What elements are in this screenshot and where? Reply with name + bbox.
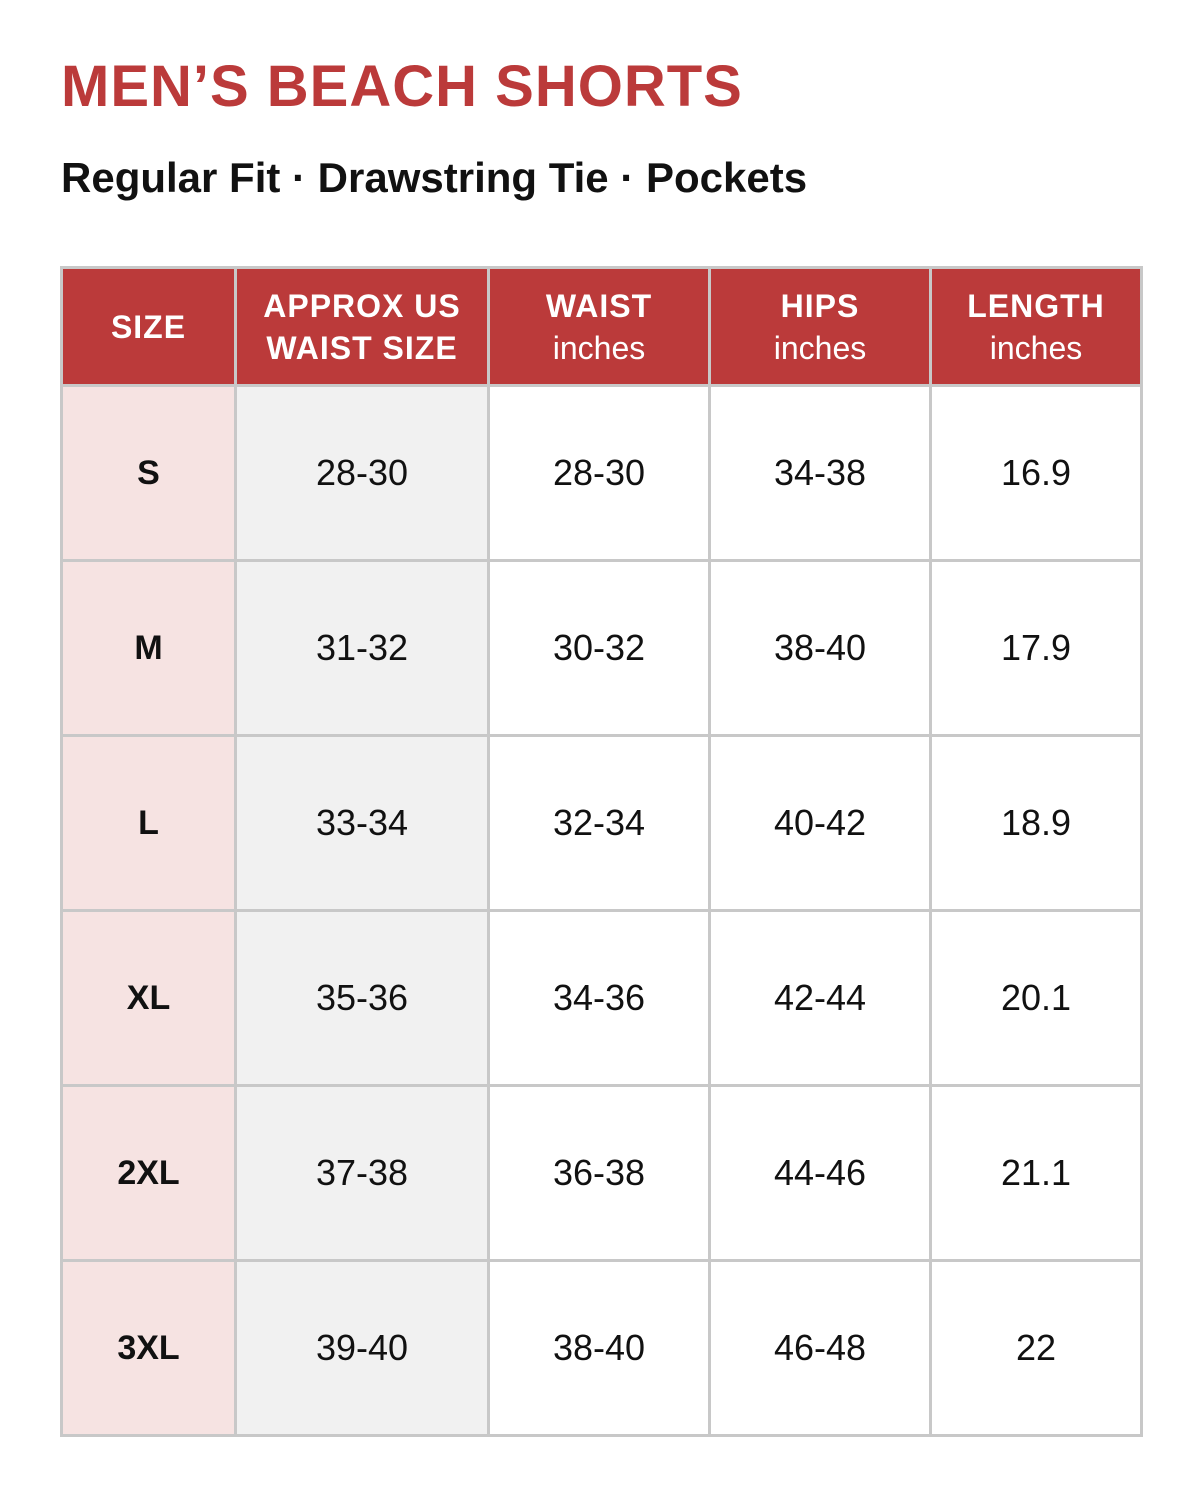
header-hips-unit: inches bbox=[773, 329, 867, 366]
waist-cell: 32-34 bbox=[489, 736, 710, 911]
hips-cell: 42-44 bbox=[710, 911, 931, 1086]
header-row bbox=[62, 268, 1142, 386]
hips-cell: 34-38 bbox=[710, 386, 931, 561]
length-cell: 18.9 bbox=[931, 736, 1142, 911]
table-row bbox=[62, 911, 1142, 1086]
length-cell: 16.9 bbox=[931, 386, 1142, 561]
length-cell: 21.1 bbox=[931, 1086, 1142, 1261]
waist-cell: 38-40 bbox=[489, 1261, 710, 1436]
approx-us-waist-cell: 39-40 bbox=[236, 1261, 489, 1436]
hips-cell: 44-46 bbox=[710, 1086, 931, 1261]
length-cell: 20.1 bbox=[931, 911, 1142, 1086]
table-body bbox=[62, 386, 1142, 1436]
size-cell: XL bbox=[62, 911, 236, 1086]
table-row bbox=[62, 386, 1142, 561]
length-cell: 17.9 bbox=[931, 561, 1142, 736]
approx-us-waist-cell: 28-30 bbox=[236, 386, 489, 561]
approx-us-waist-cell: 37-38 bbox=[236, 1086, 489, 1261]
header-length bbox=[931, 268, 1142, 386]
size-cell: 2XL bbox=[62, 1086, 236, 1261]
header-approx-us-label-line1: APPROX US bbox=[263, 287, 461, 324]
approx-us-waist-cell: 33-34 bbox=[236, 736, 489, 911]
size-cell: M bbox=[62, 561, 236, 736]
header-approx-us-waist bbox=[236, 268, 489, 386]
header-length-unit: inches bbox=[989, 329, 1083, 366]
table-header bbox=[62, 268, 1142, 386]
waist-cell: 36-38 bbox=[489, 1086, 710, 1261]
approx-us-waist-cell: 35-36 bbox=[236, 911, 489, 1086]
header-size-label: SIZE bbox=[110, 308, 187, 345]
waist-cell: 30-32 bbox=[489, 561, 710, 736]
size-cell: L bbox=[62, 736, 236, 911]
size-cell: 3XL bbox=[62, 1261, 236, 1436]
table-row bbox=[62, 1086, 1142, 1261]
header-waist-label: WAIST bbox=[545, 287, 653, 324]
hips-cell: 40-42 bbox=[710, 736, 931, 911]
hips-cell: 38-40 bbox=[710, 561, 931, 736]
hips-cell: 46-48 bbox=[710, 1261, 931, 1436]
header-size bbox=[62, 268, 236, 386]
header-length-label: LENGTH bbox=[967, 287, 1105, 324]
header-hips bbox=[710, 268, 931, 386]
page-title: MEN’S BEACH SHORTS bbox=[61, 54, 743, 119]
table-row bbox=[62, 736, 1142, 911]
waist-cell: 28-30 bbox=[489, 386, 710, 561]
approx-us-waist-cell: 31-32 bbox=[236, 561, 489, 736]
header-hips-label: HIPS bbox=[780, 287, 860, 324]
size-cell: S bbox=[62, 386, 236, 561]
header-waist-unit: inches bbox=[552, 329, 646, 366]
table-row bbox=[62, 561, 1142, 736]
header-waist bbox=[489, 268, 710, 386]
header-approx-us-label-line2: WAIST SIZE bbox=[266, 329, 458, 366]
table-row bbox=[62, 1261, 1142, 1436]
waist-cell: 34-36 bbox=[489, 911, 710, 1086]
size-chart-table bbox=[60, 266, 1143, 1437]
length-cell: 22 bbox=[931, 1261, 1142, 1436]
page-subtitle: Regular Fit · Drawstring Tie · Pockets bbox=[61, 154, 808, 201]
